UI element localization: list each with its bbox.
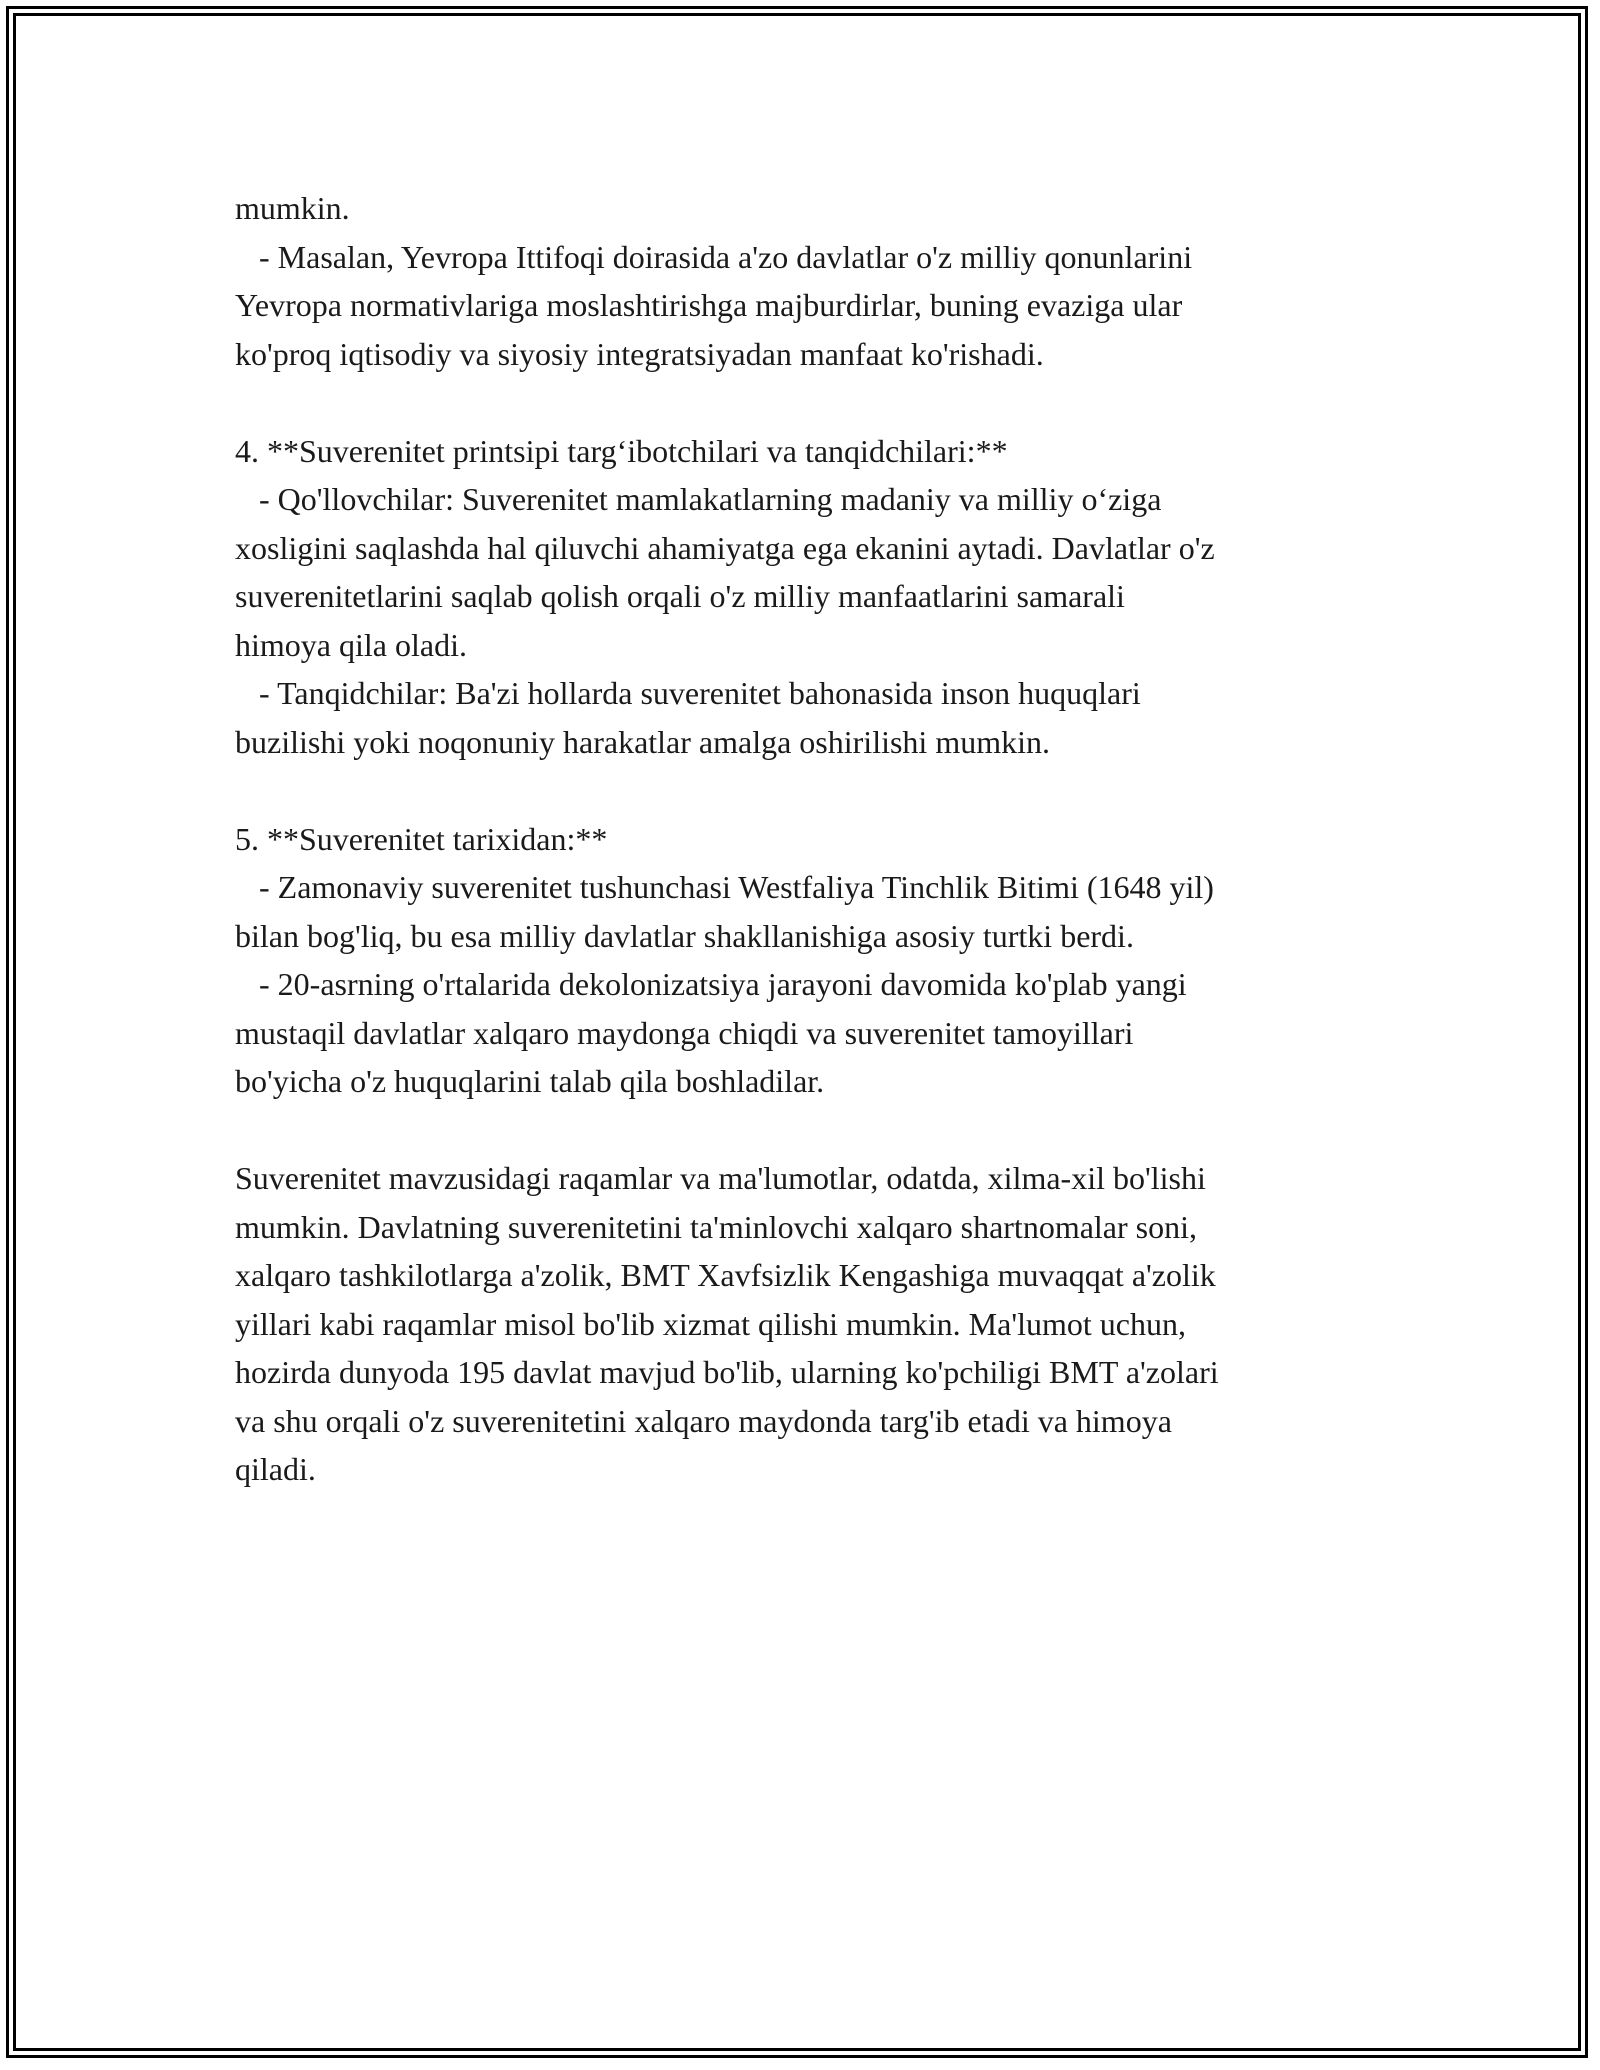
- text-line: - 20-asrning o'rtalarida dekolonizatsiya jarayoni davomida ko'plab yangi: [235, 966, 1187, 1002]
- blank-line: [235, 378, 1395, 427]
- section-heading: 4. **Suverenitet printsipi targ‘ibotchilari va tanqidchilari:**: [235, 432, 1008, 469]
- text-line: yillari kabi raqamlar misol bo'lib xizmat qilishi mumkin. Ma'lumot uchun,: [235, 1305, 1186, 1342]
- text-line: - Qo'llovchilar: Suverenitet mamlakatlarning madaniy va milliy o‘ziga: [235, 481, 1162, 517]
- text-line: bo'yicha o'z huquqlarini talab qila boshladilar.: [235, 1063, 825, 1099]
- text-line: suverenitetlarini saqlab qolish orqali o'z milliy manfaatlarini samarali: [235, 578, 1125, 614]
- text-line: Suverenitet mavzusidagi raqamlar va ma'lumotlar, odatda, xilma-xil bo'lishi: [235, 1160, 1206, 1196]
- text-line: ko'proq iqtisodiy va siyosiy integratsiyadan manfaat ko'rishadi.: [235, 335, 1044, 372]
- text-line: xosligini saqlashda hal qiluvchi ahamiyatga ega ekanini aytadi. Davlatlar o'z: [235, 529, 1215, 566]
- section-heading: 5. **Suverenitet tarixidan:**: [235, 820, 608, 857]
- text-line: - Masalan, Yevropa Ittifoqi doirasida a'zo davlatlar o'z milliy qonunlarini: [235, 238, 1193, 275]
- text-line: buzilishi yoki noqonuniy harakatlar amalga oshirilishi mumkin.: [235, 723, 1050, 760]
- text-line: hozirda dunyoda 195 davlat mavjud bo'lib, ularning ko'pchiligi BMT a'zolari: [235, 1354, 1219, 1390]
- document-body: [235, 184, 1395, 1494]
- text-line: xalqaro tashkilotlarga a'zolik, BMT Xavfsizlik Kengashiga muvaqqat a'zolik: [235, 1257, 1216, 1293]
- text-line: - Tanqidchilar: Ba'zi hollarda suverenitet bahonasida inson huquqlari: [235, 675, 1141, 711]
- text-line: va shu orqali o'z suverenitetini xalqaro maydonda targ'ib etadi va himoya: [235, 1402, 1172, 1439]
- text-line: Yevropa normativlariga moslashtirishga majburdirlar, buning evaziga ular: [235, 287, 1183, 323]
- text-line: mumkin.: [235, 190, 350, 226]
- blank-line: [235, 1106, 1395, 1155]
- text-line: bilan bog'liq, bu esa milliy davlatlar shakllanishiga asosiy turtki berdi.: [235, 917, 1134, 954]
- text-line: qiladi.: [235, 1451, 316, 1487]
- text-line: mustaqil davlatlar xalqaro maydonga chiqdi va suverenitet tamoyillari: [235, 1014, 1134, 1051]
- blank-line: [235, 766, 1395, 815]
- text-line: - Zamonaviy suverenitet tushunchasi Westfaliya Tinchlik Bitimi (1648 yil): [235, 869, 1214, 905]
- text-line: himoya qila oladi.: [235, 626, 467, 663]
- text-line: mumkin. Davlatning suverenitetini ta'minlovchi xalqaro shartnomalar soni,: [235, 1208, 1197, 1245]
